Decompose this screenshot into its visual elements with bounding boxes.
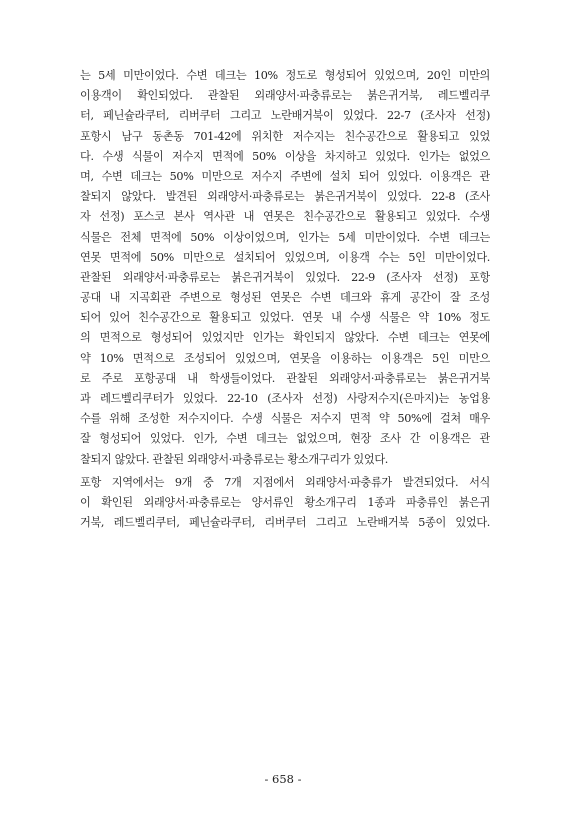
text-line: 잘 형성되어 있었다. 인가, 수변 데크는 없었으며, 현장 조사 간 이용객은 관 (80, 432, 490, 446)
text-line: 약 10% 면적으로 조성되어 있었으며, 연못을 이용하는 이용객은 5인 미만으 (80, 351, 490, 365)
text-line: 공대 내 지곡회관 주변으로 형성된 연못은 수변 데크와 휴게 공간이 잘 조성 (80, 291, 490, 305)
body-text (80, 66, 490, 533)
text-line: 관찰된 외래양서·파충류로는 붉은귀거북이 있었다. 22-9 (조사자 선정) 포항 (80, 270, 490, 284)
text-line: 되어 있어 친수공간으로 활용되고 있었다. 연못 내 수생 식물은 약 10% 정도 (80, 311, 490, 325)
text-line: 로 주로 포항공대 내 학생들이었다. 관찰된 외래양서·파충류로는 붉은귀거북 (80, 371, 490, 385)
text-line: 과 레드벨리쿠터가 있었다. 22-10 (조사자 선정) 사랑저수지(은마지)는 농업용 (80, 392, 490, 405)
text-line: 포항 지역에서는 9개 중 7개 지점에서 외래양서·파충류가 발견되었다. 서식 (80, 475, 490, 489)
text-line: 찰되지 않았다. 발견된 외래양서·파충류로는 붉은귀거북이 있었다. 22-8 (조사 (80, 190, 490, 204)
text-line: 거북, 레드벨리쿠터, 페닌슐라쿠터, 리버쿠터 그리고 노란배거북 5종이 있었다. (80, 516, 490, 530)
paragraph (80, 473, 490, 534)
text-line: 의 면적으로 형성되어 있었지만 인가는 확인되지 않았다. 수변 데크는 연못에 (80, 331, 490, 345)
page-number: - 658 - (264, 772, 302, 786)
text-line: 자 선정) 포스코 본사 역사관 내 연못은 친수공간으로 활용되고 있었다. 수생 (80, 210, 490, 224)
text-line: 연못 면적에 50% 미만으로 설치되어 있었으며, 이용객 수는 5인 미만이었다. (80, 250, 490, 264)
text-line: 다. 수생 식물이 저수지 면적에 50% 이상을 차지하고 있었다. 인가는 없었으 (80, 149, 490, 163)
text-line: 터, 페닌슐라쿠터, 리버쿠터 그리고 노란배거북이 있었다. 22-7 (조사자 선정) (80, 109, 490, 123)
text-line: 며, 수변 데크는 50% 미만으로 저수지 주변에 설치 되어 있었다. 이용객은 관 (80, 169, 490, 183)
text-line: 찰되지 않았다. 관찰된 외래양서·파충류로는 황소개구리가 있었다. (80, 452, 388, 466)
paragraph (80, 66, 490, 470)
text-line: 포항시 남구 동촌동 701-42에 위치한 저수지는 친수공간으로 활용되고 있었 (80, 129, 490, 143)
text-line: 수를 위해 조성한 저수지이다. 수생 식물은 저수지 면적 약 50%에 걸쳐 매우 (80, 412, 490, 426)
text-line: 식물은 전체 면적에 50% 이상이었으며, 인가는 5세 미만이었다. 수변 데크는 (80, 230, 490, 244)
text-line: 이 확인된 외래양서·파충류로는 양서류인 황소개구리 1종과 파충류인 붉은귀 (80, 495, 490, 509)
text-line: 이용객이 확인되었다. 관찰된 외래양서·파충류로는 붉은귀거북, 레드벨리쿠 (80, 89, 490, 103)
text-line: 는 5세 미만이었다. 수변 데크는 10% 정도로 형성되어 있었으며, 20인 미만의 (80, 69, 490, 82)
